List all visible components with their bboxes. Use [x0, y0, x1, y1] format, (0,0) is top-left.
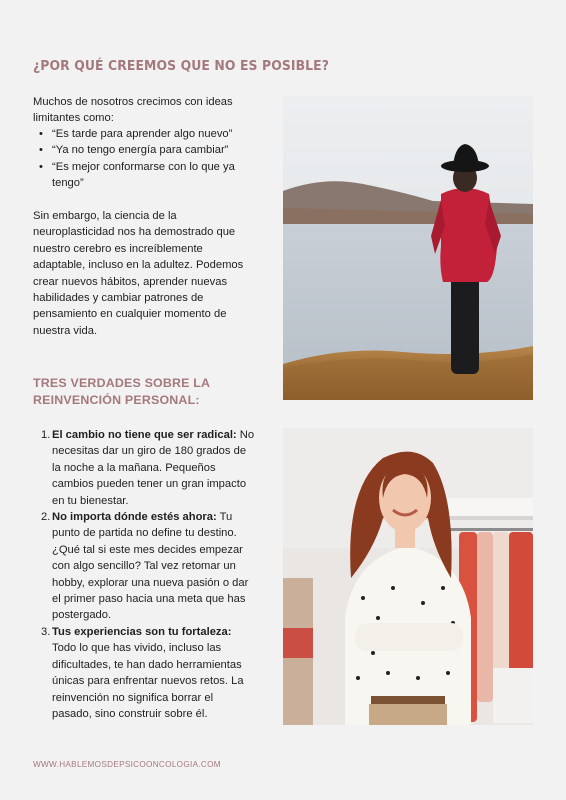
item-heading: Tus experiencias son tu fortaleza:	[52, 625, 232, 638]
list-item: • “Es mejor conformarse con lo que ya tengo”	[33, 159, 258, 192]
item-text: Todo lo que has vivido, incluso las dificultades, te han dado herramientas únicas para enfrentar nuevos retos. La reinvención no significa borrar el pasado, sino construir sobre él.	[52, 642, 244, 720]
item-heading: El cambio no tiene que ser radical:	[52, 429, 237, 441]
item-text: No necesitas dar un giro de 180 grados de la noche a la mañana. Pequeños cambios pueden tener un gran impacto en tu bienestar.	[52, 429, 255, 507]
neuroplasticity-paragraph: Sin embargo, la ciencia de la neuroplasticidad nos ha demostrado que nuestro cerebro es increíblemente adaptable, incluso en la adultez. Podemos crear nuevos hábitos, aprender nuevas habilidades y cambiar patrones de pensamiento en cualquier momento de nuestra vida.	[33, 210, 244, 337]
smiling-woman-boutique-photo	[283, 428, 533, 725]
item-text: Tu punto de partida no define tu destino. ¿Qué tal si este mes decides empezar con algo sencillo? Tal vez retomar un hobby, explorar una nueva pasión o dar el primer paso hacia una meta que has postergado.	[52, 511, 249, 622]
website-footer: WWW.HABLEMOSDEPSICOONCOLOGIA.COM	[33, 760, 221, 769]
item-number: 3.	[41, 625, 51, 638]
item-number: 1.	[41, 429, 51, 441]
intro-paragraph: Muchos de nosotros crecimos con ideas limitantes como:	[33, 96, 233, 125]
section-title: ¿POR QUÉ CREEMOS QUE NO ES POSIBLE?	[33, 58, 330, 74]
item-number: 2.	[41, 511, 51, 524]
list-item: • “Ya no tengo energía para cambiar”	[33, 142, 258, 158]
section-subtitle: TRES VERDADES SOBRE LA REINVENCIÓN PERSONAL:	[33, 376, 210, 407]
list-item	[33, 427, 255, 509]
limiting-ideas-list	[33, 126, 258, 192]
truths-list	[33, 427, 255, 722]
woman-by-lake-photo	[283, 96, 533, 400]
list-item	[33, 624, 255, 722]
list-item	[33, 509, 255, 624]
list-item: • “Es tarde para aprender algo nuevo”	[33, 126, 258, 142]
item-heading: No importa dónde estés ahora:	[52, 511, 217, 524]
